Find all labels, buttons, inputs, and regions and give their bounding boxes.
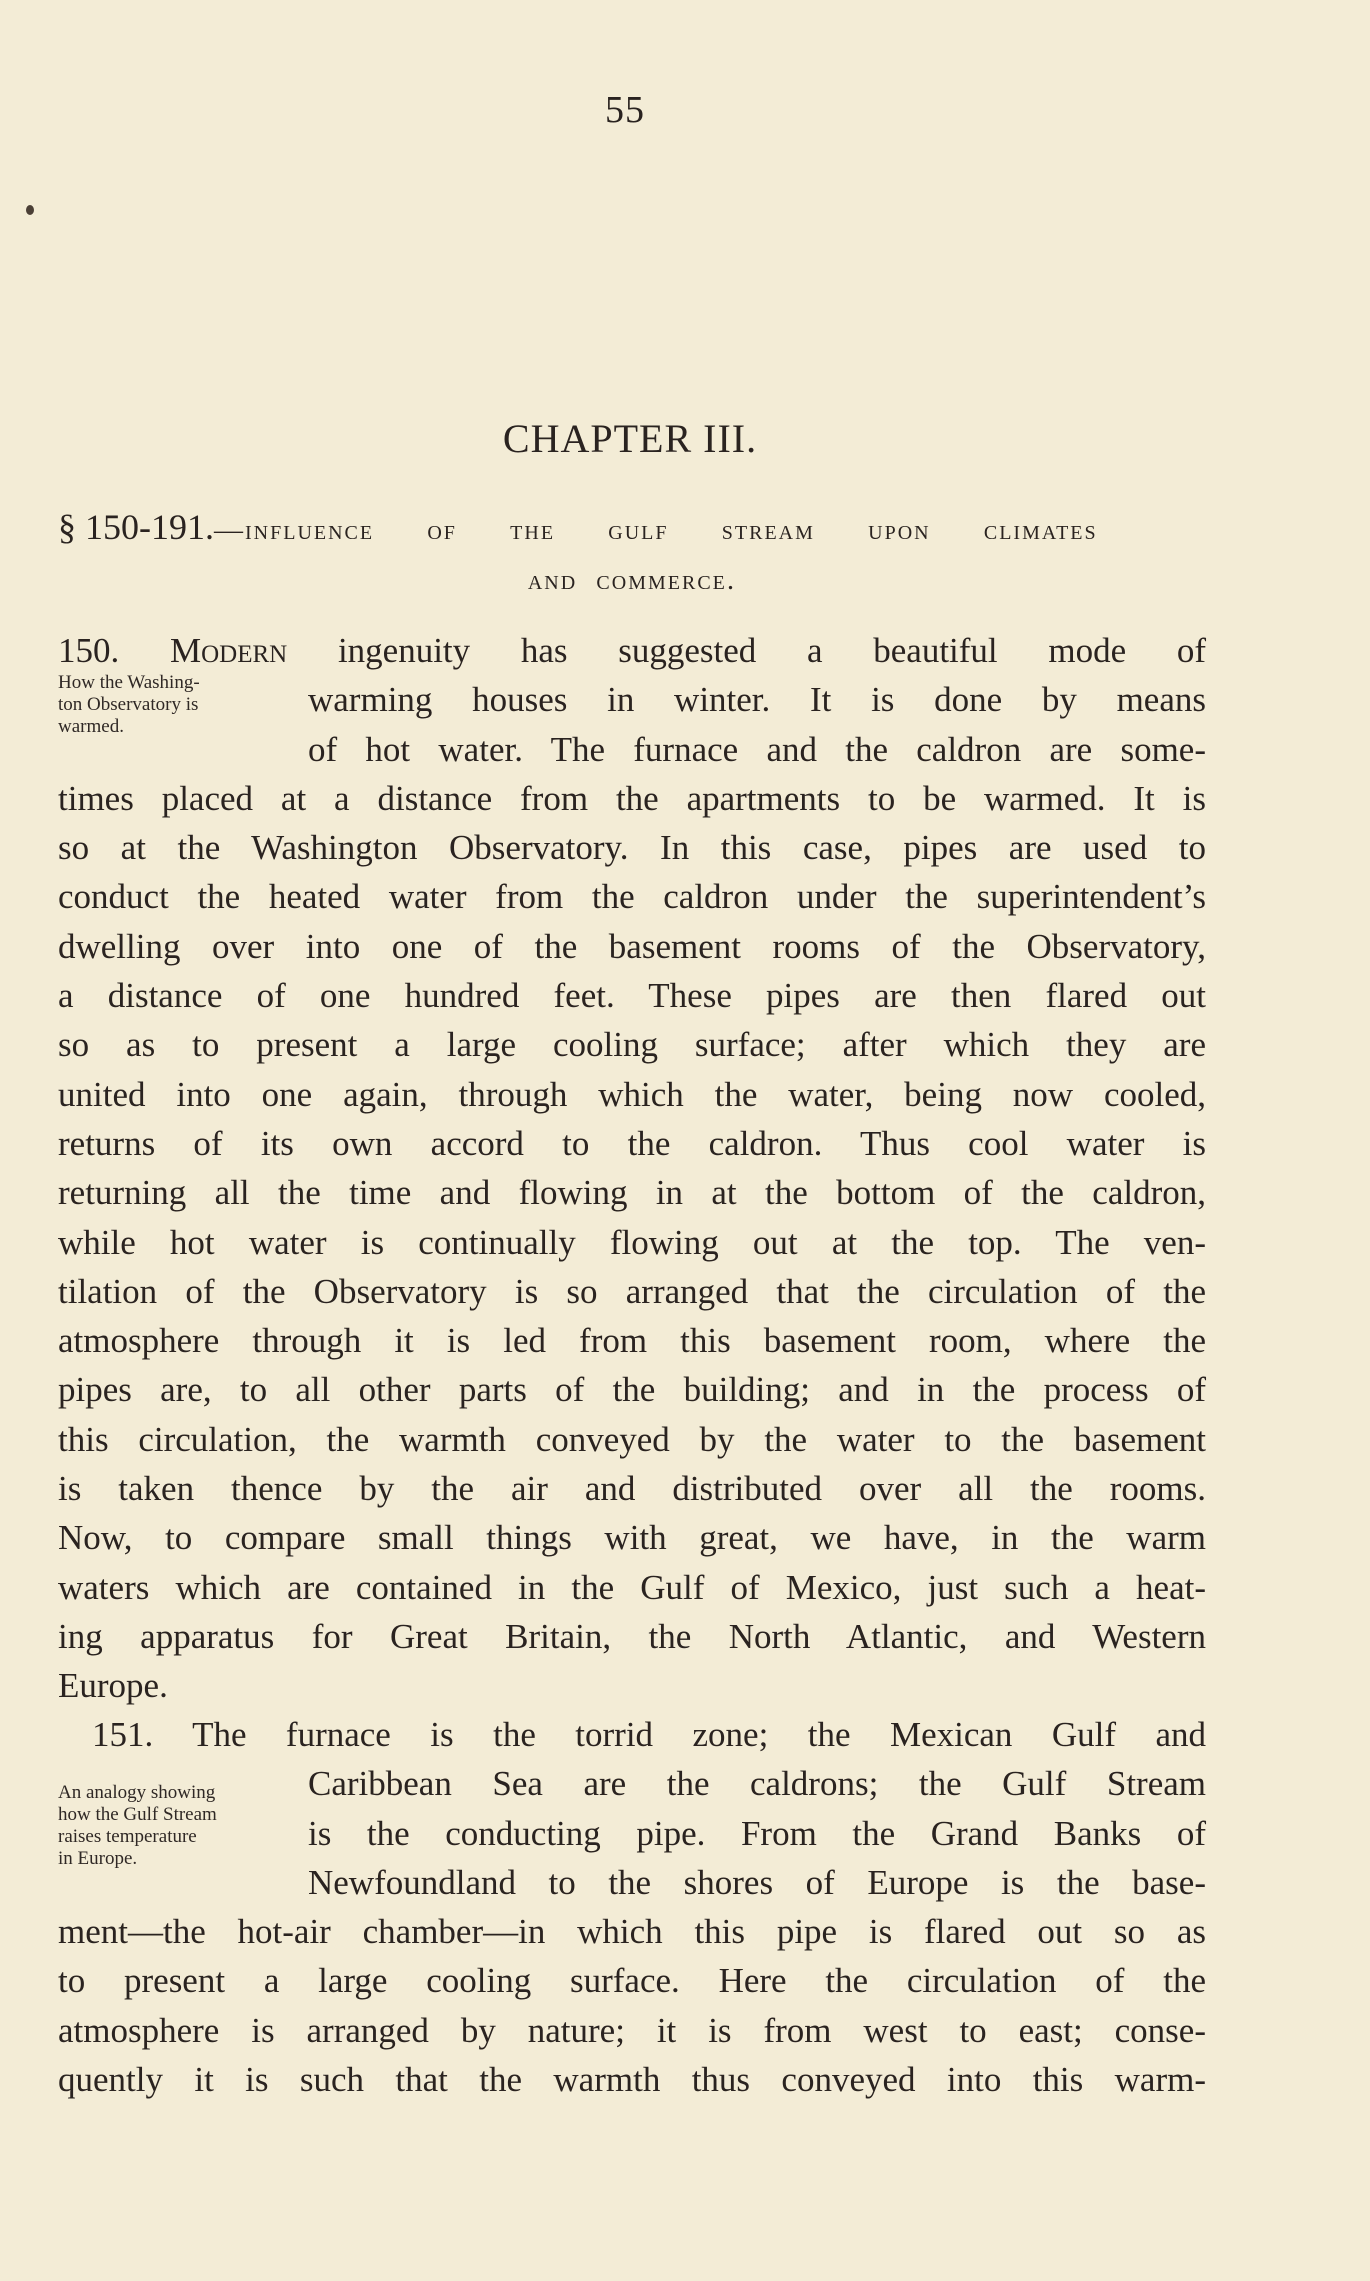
text-line: warming houses in winter. It is done by means (308, 680, 1206, 720)
lead-word: Modern (169, 631, 288, 670)
paragraph-151 (58, 1710, 1206, 2104)
text-line: pipes are, to all other parts of the building; and in the process of (58, 1370, 1206, 1410)
text-line: Europe. (58, 1666, 168, 1706)
margin-note-line: in Europe. (58, 1848, 138, 1869)
text-line: so as to present a large cooling surface; after which they are (58, 1025, 1206, 1065)
margin-note-line: An analogy showing (58, 1782, 216, 1803)
text-line: a distance of one hundred feet. These pipes are then flared out (58, 976, 1206, 1016)
text-line: tilation of the Observatory is so arranged that the circulation of the (58, 1271, 1206, 1311)
paragraph-150 (58, 626, 1206, 1711)
text-line: atmosphere is arranged by nature; it is from west to east; conse- (58, 2010, 1206, 2050)
text-line: is the conducting pipe. From the Grand Banks of (308, 1813, 1206, 1853)
section-heading (58, 502, 1206, 605)
text-line: returns of its own accord to the caldron. Thus cool water is (58, 1123, 1206, 1163)
text-line: 151. The furnace is the torrid zone; the Mexican Gulf and (92, 1715, 1206, 1754)
text-line: times placed at a distance from the apartments to be warmed. It is (58, 778, 1206, 818)
margin-note-line: raises temperature (58, 1826, 197, 1847)
text-line: waters which are contained in the Gulf of Mexico, just such a heat- (58, 1567, 1206, 1607)
text-line: Newfoundland to the shores of Europe is the base- (308, 1862, 1206, 1902)
text-line: ing apparatus for Great Britain, the North Atlantic, and Western (58, 1616, 1206, 1656)
text-line: returning all the time and flowing in at the bottom of the caldron, (58, 1173, 1206, 1213)
text-line: ment—the hot-air chamber—in which this pipe is flared out so as (58, 1912, 1206, 1952)
text-line: while hot water is continually flowing out at the top. The ven- (58, 1222, 1206, 1262)
text-line: dwelling over into one of the basement rooms of the Observatory, (58, 926, 1206, 966)
text-line: to present a large cooling surface. Here the circulation of the (58, 1961, 1206, 2001)
margin-note-line: warmed. (58, 716, 124, 737)
text-line: so at the Washington Observatory. In this case, pipes are used to (58, 828, 1206, 868)
ink-speck (26, 205, 34, 215)
section-title-line-1: —influence of the gulf stream upon climates (214, 514, 1098, 546)
text-line: quently it is such that the warmth thus conveyed into this warm- (58, 2060, 1206, 2100)
text-line: conduct the heated water from the caldron under the superintendent’s (58, 877, 1206, 917)
margin-note-line: ton Observatory is (58, 694, 199, 715)
text-line: united into one again, through which the water, being now cooled, (58, 1074, 1206, 1114)
text-line: of hot water. The furnace and the caldron are some- (308, 729, 1206, 769)
text-line: atmosphere through it is led from this basement room, where the (58, 1321, 1206, 1361)
margin-note-line: How the Washing- (58, 672, 200, 693)
text-line: this circulation, the warmth conveyed by the water to the basement (58, 1419, 1206, 1459)
text-line: 150. Modern ingenuity has suggested a beautiful mode of (58, 631, 1207, 670)
paragraph-number: 150. (58, 631, 120, 670)
text-line: is taken thence by the air and distributed over all the rooms. (58, 1469, 1206, 1509)
text-line: Caribbean Sea are the caldrons; the Gulf Stream (308, 1764, 1206, 1804)
section-title-line-2: and commerce. (527, 564, 737, 596)
chapter-title: CHAPTER III. (502, 416, 758, 461)
section-number: § 150-191. (58, 507, 214, 547)
page-number: 55 (605, 89, 645, 131)
margin-note-line: how the Gulf Stream (58, 1804, 217, 1825)
text-line: Now, to compare small things with great, we have, in the warm (58, 1518, 1206, 1558)
